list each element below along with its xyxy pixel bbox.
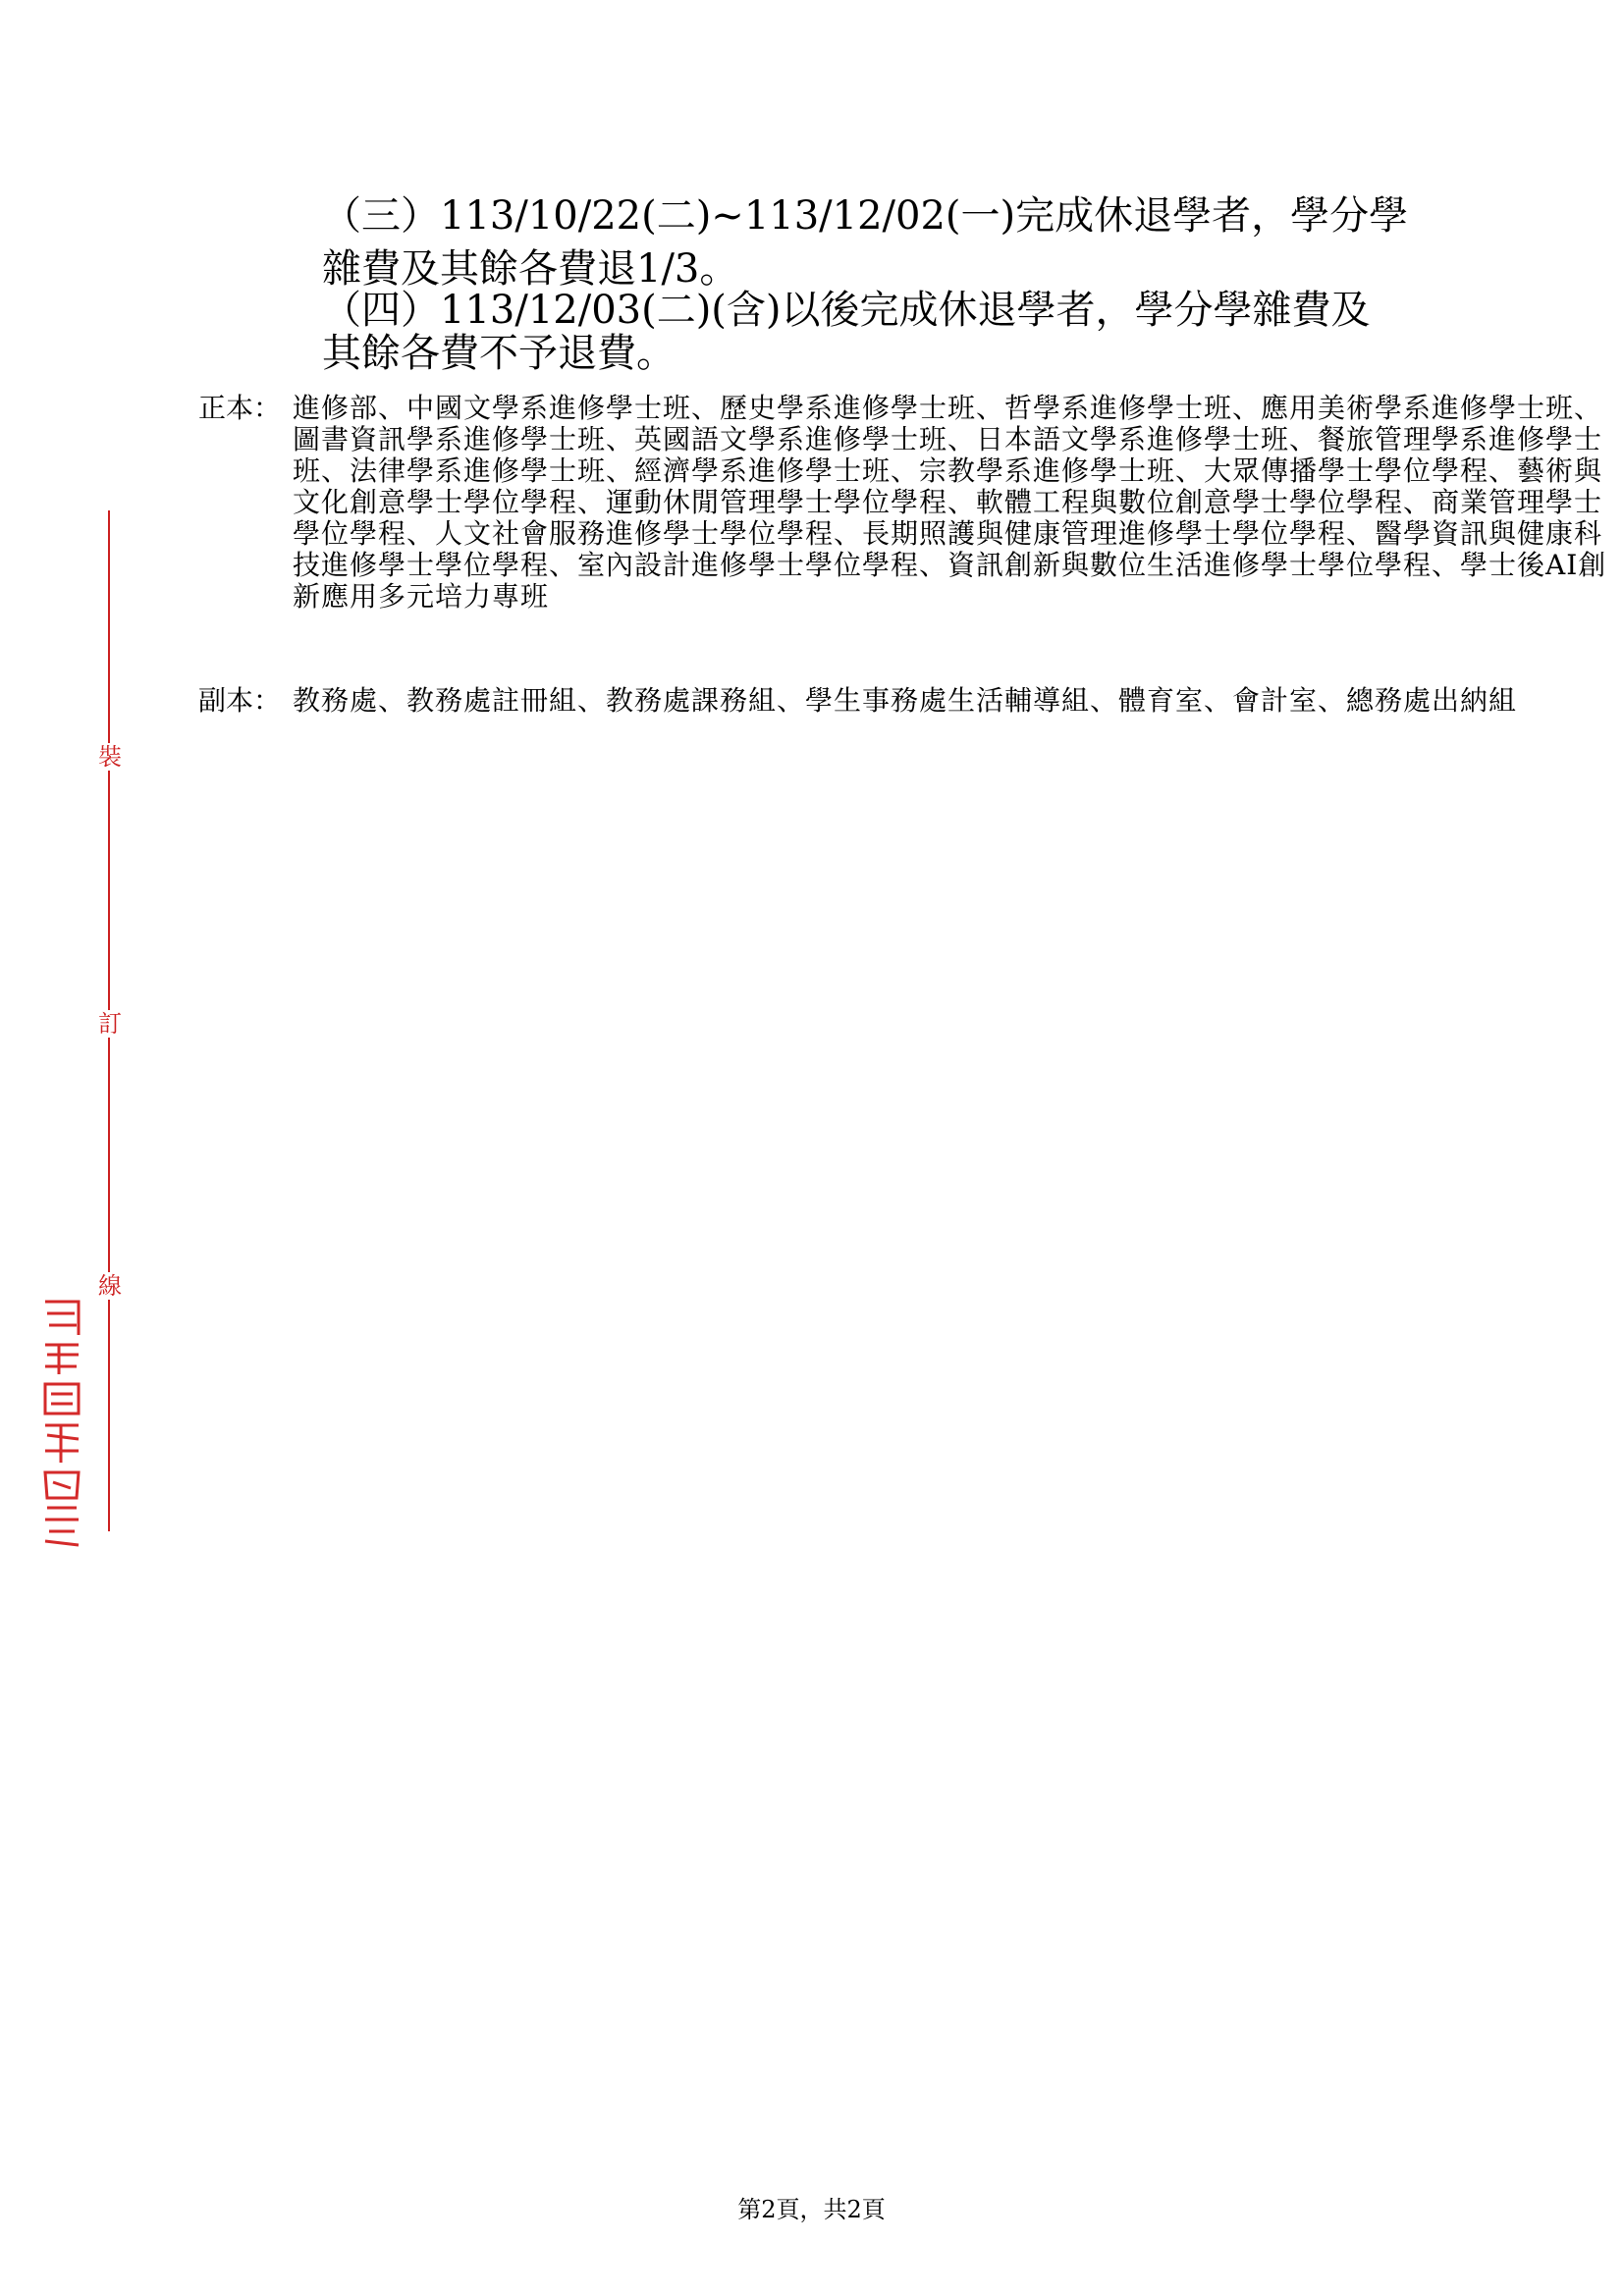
seal-stamp [39,1296,84,1551]
binding-char-xian: 線 [98,1272,122,1300]
item-4-line-2: 其餘各費不予退費。 [322,331,676,376]
binding-char-ding: 訂 [98,1010,122,1038]
original-text: 進修部、中國文學系進修學士班、歷史學系進修學士班、哲學系進修學士班、應用美術學系進修學士班、圖書資訊學系進修學士班、英國語文學系進修學士班、日本語文學系進修學士班、餐旅管理學系進修學士班、法律學系進修學士班、經濟學系進修學士班、宗教學系進修學士班、大眾傳播學士學位學程、藝術與文化創意學士學位學程、運動休閒管理學士學位學程、軟體工程與數位創意學士學位學程、商業管理學士學位學程、人文社會服務進修學士學位學程、長期照護與健康管理進修學士學位學程、醫學資訊與健康科技進修學士學位學程、室內設計進修學士學位學程、資訊創新與數位生活進修學士學位學程、學士後AI創新應用多元培力專班 [293,392,1607,613]
item-4-line-1: （四）113/12/03(二)(含)以後完成休退學者，學分學雜費及 [322,288,1371,333]
binding-char-zhuang: 裝 [98,743,122,771]
original-label: 正本： [198,392,282,424]
copy-text: 教務處、教務處註冊組、教務處課務組、學生事務處生活輔導組、體育室、會計室、總務處出納組 [293,684,1518,717]
page-number: 第2頁，共2頁 [737,2196,886,2223]
item-3-line-1: （三）113/10/22(二)~113/12/02(一)完成休退學者，學分學 [322,193,1409,239]
item-3-line-2: 雜費及其餘各費退1/3。 [322,246,739,292]
copy-label: 副本： [198,684,282,717]
